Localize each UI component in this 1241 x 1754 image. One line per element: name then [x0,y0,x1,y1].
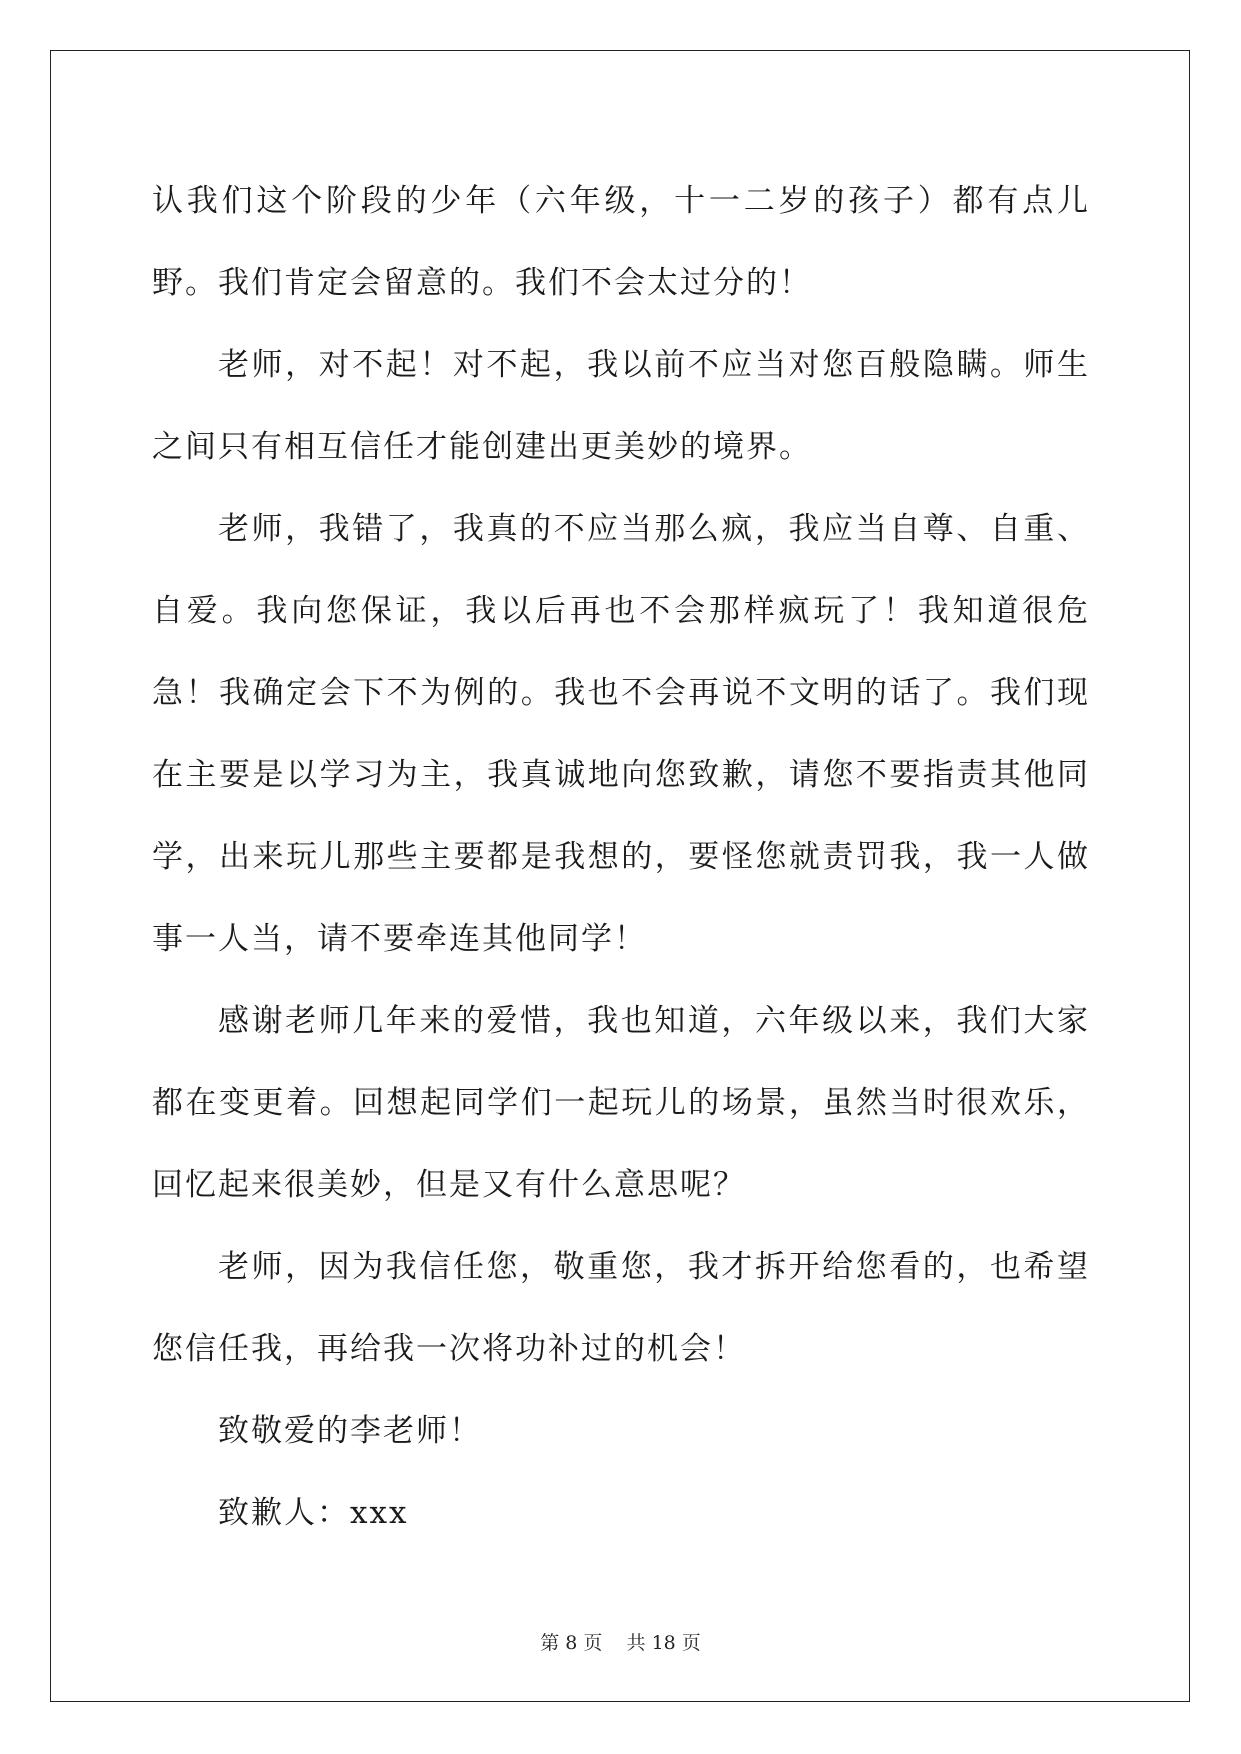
paragraph-4: 感谢老师几年来的爱惜，我也知道，六年级以来，我们大家都在变更着。回想起同学们一起玩儿的场景，虽然当时很欢乐，回忆起来很美妙，但是又有什么意思呢？ [152,1003,1090,1203]
letter-body [152,160,1090,1554]
paragraph-1: 认我们这个阶段的少年（六年级，十一二岁的孩子）都有点儿野。我们肯定会留意的。我们不会太过分的！ [152,183,1090,301]
paragraph-3: 老师，我错了，我真的不应当那么疯，我应当自尊、自重、自爱。我向您保证，我以后再也不会那样疯玩了！我知道很危急！我确定会下不为例的。我也不会再说不文明的话了。我们现在主要是以学习为主，我真诚地向您致歉，请您不要指责其他同学，出来玩儿那些主要都是我想的，要怪您就责罚我，我一人做事一人当，请不要牵连其他同学！ [152,511,1090,957]
paragraph-5: 老师，因为我信任您，敬重您，我才拆开给您看的，也希望您信任我，再给我一次将功补过的机会！ [152,1249,1090,1367]
paragraph-2: 老师，对不起！对不起，我以前不应当对您百般隐瞒。师生之间只有相互信任才能创建出更美妙的境界。 [152,347,1090,465]
signature-line: 致歉人：xxx [218,1495,409,1531]
salutation: 致敬爱的李老师！ [218,1413,482,1449]
page-number-footer: 第 8 页 共 18 页 [540,1632,701,1654]
